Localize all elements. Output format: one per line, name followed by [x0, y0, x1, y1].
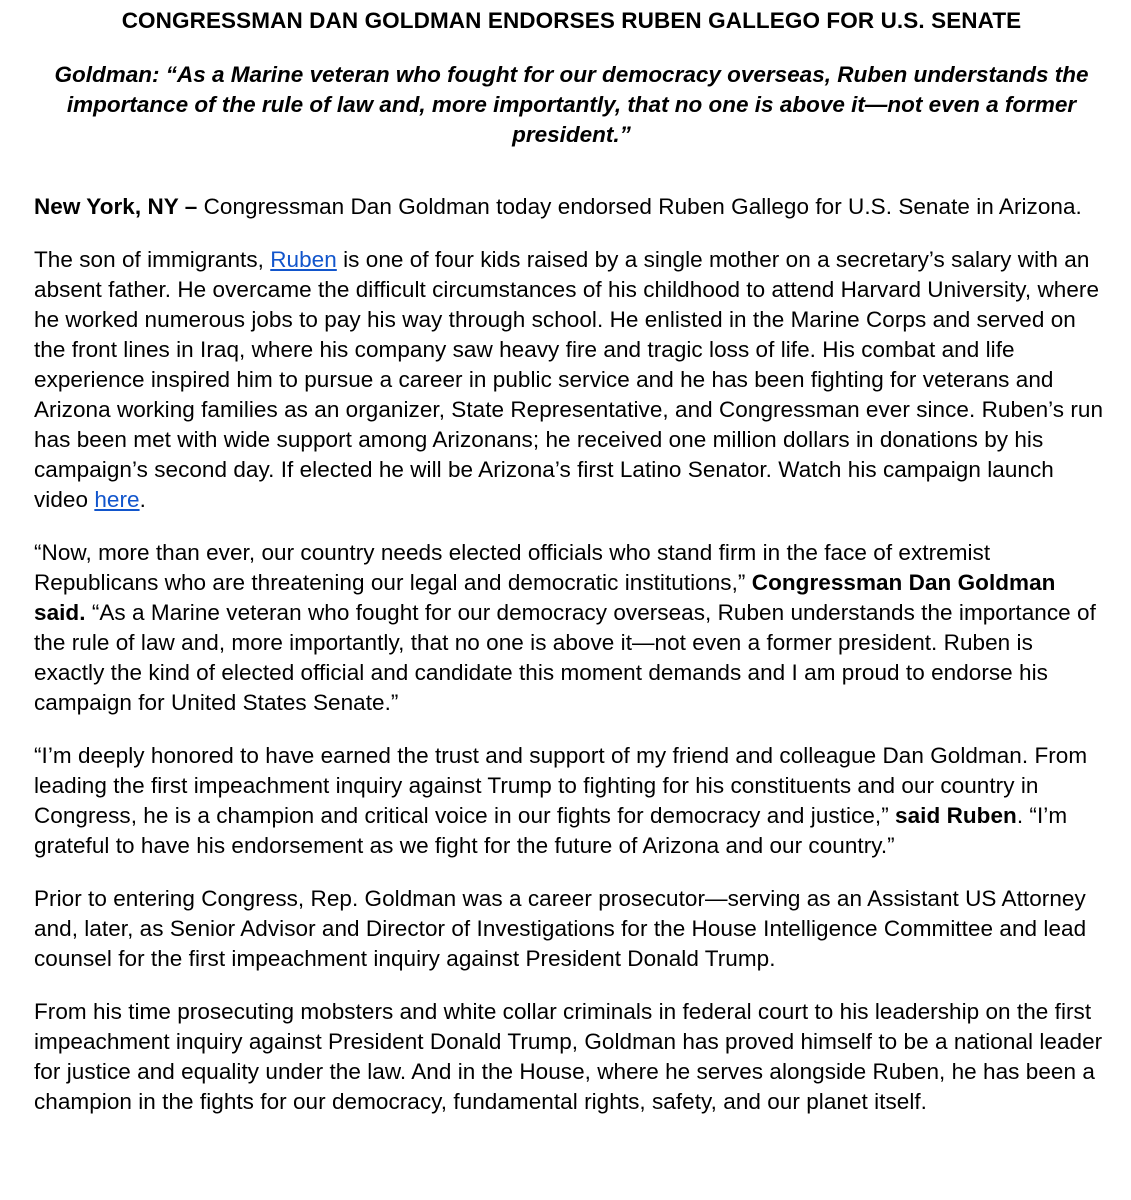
paragraph-biography: [34, 245, 1109, 515]
subheadline-quote: Goldman: “As a Marine veteran who fought for our democracy overseas, Ruben understands the importance of the rule of law and, more importantly, that no one is above it—not even a former president.”: [54, 62, 1089, 147]
dateline: New York, NY –: [34, 194, 198, 219]
paragraph-ruben-quote: [34, 741, 1109, 861]
paragraph-text: “As a Marine veteran who fought for our democracy overseas, Ruben understands the importance of the rule of law and, more importantly, that no one is above it—not even a former president. Ruben is exactly the kind of elected official and candidate this moment demands and I am proud to endorse his campaign for United States Senate.”: [34, 600, 1096, 715]
campaign-video-link[interactable]: here: [94, 487, 140, 512]
paragraph-text: Congressman Dan Goldman today endorsed Ruben Gallego for U.S. Senate in Arizona.: [197, 194, 1082, 219]
headline: CONGRESSMAN DAN GOLDMAN ENDORSES RUBEN GALLEGO FOR U.S. SENATE: [121, 8, 1022, 33]
quote-attribution: said Ruben: [895, 803, 1017, 828]
paragraph-text: “I’m deeply honored to have earned the trust and support of my friend and colleague Dan Goldman. From leading the first impeachment inquiry against Trump to fighting for his constituents and our country in Congress, he is a champion and critical voice in our fights for democracy and justice,”: [34, 743, 1088, 828]
paragraph-text: . “I’m grateful to have his endorsement as we fight for the future of Arizona and our country.”: [34, 803, 1068, 858]
paragraph-goldman-leadership: From his time prosecuting mobsters and white collar criminals in federal court to his leadership on the first impeachment inquiry against President Donald Trump, Goldman has proved himself to be a national leader for justice and equality under the law. And in the House, where he serves alongside Ruben, he has been a champion in the fights for our democracy, fundamental rights, safety, and our planet itself.: [34, 999, 1103, 1114]
paragraph-goldman-quote: [34, 538, 1109, 718]
ruben-link[interactable]: Ruben: [270, 247, 337, 272]
paragraph-goldman-career: Prior to entering Congress, Rep. Goldman was a career prosecutor—serving as an Assistant US Attorney and, later, as Senior Advisor and Director of Investigations for the House Intelligence Committee and lead counsel for the first impeachment inquiry against President Donald Trump.: [34, 886, 1087, 971]
paragraph-dateline: [34, 192, 1109, 222]
paragraph-text: The son of immigrants,: [34, 247, 271, 272]
paragraph-text: .: [139, 487, 146, 512]
paragraph-text: “Now, more than ever, our country needs elected officials who stand firm in the face of extremist Republicans who are threatening our legal and democratic institutions,”: [34, 540, 991, 595]
paragraph-text: is one of four kids raised by a single mother on a secretary’s salary with an absent father. He overcame the difficult circumstances of his childhood to attend Harvard University, where he worked numerous jobs to pay his way through school. He enlisted in the Marine Corps and served on the front lines in Iraq, where his company saw heavy fire and tragic loss of life. His combat and life experience inspired him to pursue a career in public service and he has been fighting for veterans and Arizona working families as an organizer, State Representative, and Congressman ever since. Ruben’s run has been met with wide support among Arizonans; he received one million dollars in donations by his campaign’s second day. If elected he will be Arizona’s first Latino Senator. Watch his campaign launch video: [34, 247, 1104, 512]
quote-attribution: Congressman Dan Goldman said.: [34, 570, 1056, 625]
